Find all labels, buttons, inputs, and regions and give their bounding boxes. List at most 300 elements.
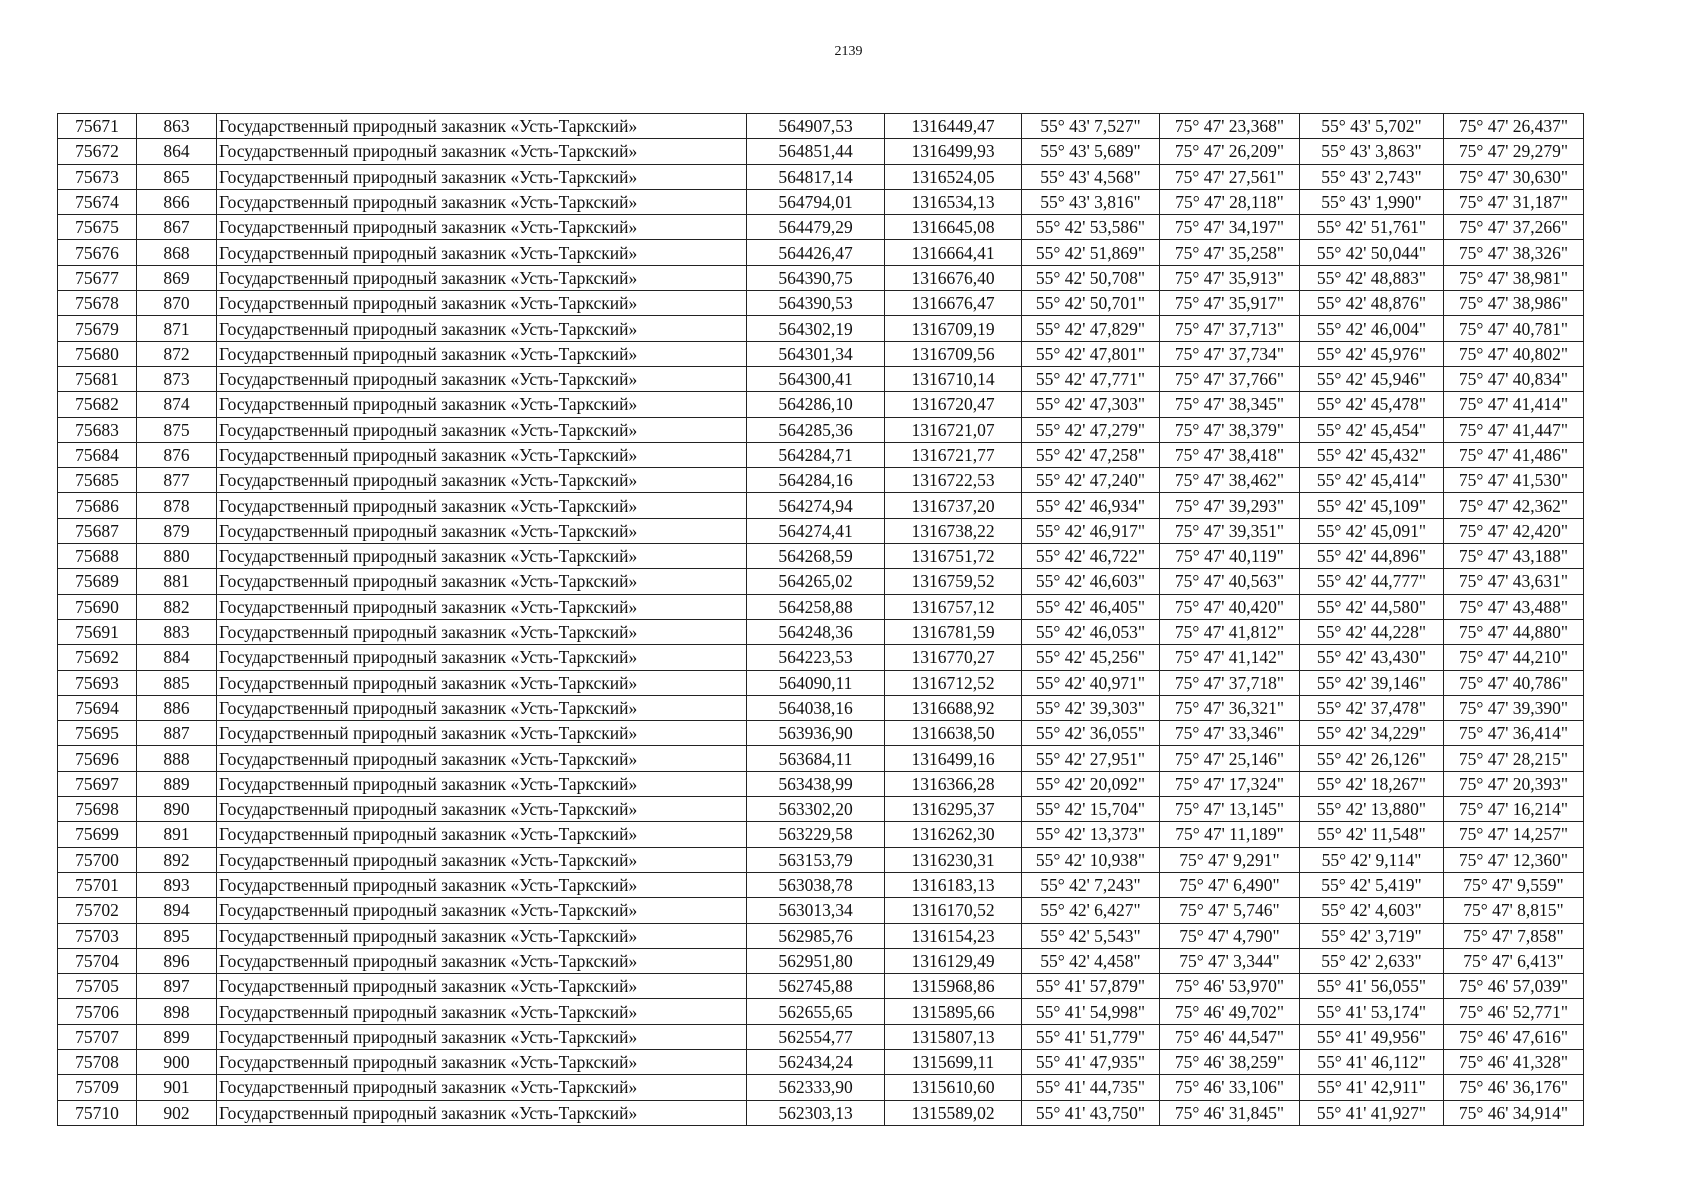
cell-x-coordinate: 564038,16 [747,695,885,720]
cell-record-id: 75702 [58,898,137,923]
cell-point-number: 895 [137,923,217,948]
cell-object-name: Государственный природный заказник «Усть-Таркский» [217,746,747,771]
cell-latitude-1: 55° 41' 51,779" [1022,1024,1160,1049]
cell-y-coordinate: 1316230,31 [885,847,1022,872]
cell-latitude-1: 55° 42' 13,373" [1022,822,1160,847]
table-row [58,670,1584,695]
cell-record-id: 75697 [58,771,137,796]
cell-longitude-1: 75° 47' 13,145" [1160,797,1300,822]
cell-object-name: Государственный природный заказник «Усть-Таркский» [217,898,747,923]
cell-longitude-2: 75° 47' 42,362" [1444,493,1584,518]
cell-longitude-2: 75° 47' 37,266" [1444,215,1584,240]
cell-object-name: Государственный природный заказник «Усть-Таркский» [217,493,747,518]
cell-latitude-1: 55° 41' 57,879" [1022,974,1160,999]
cell-longitude-1: 75° 47' 39,293" [1160,493,1300,518]
cell-latitude-2: 55° 42' 2,633" [1300,948,1444,973]
cell-longitude-1: 75° 47' 23,368" [1160,114,1300,139]
cell-object-name: Государственный природный заказник «Усть-Таркский» [217,544,747,569]
cell-longitude-1: 75° 47' 37,734" [1160,341,1300,366]
cell-x-coordinate: 564301,34 [747,341,885,366]
cell-object-name: Государственный природный заказник «Усть-Таркский» [217,518,747,543]
cell-longitude-1: 75° 47' 17,324" [1160,771,1300,796]
cell-latitude-1: 55° 42' 51,869" [1022,240,1160,265]
cell-point-number: 876 [137,442,217,467]
cell-longitude-1: 75° 46' 33,106" [1160,1075,1300,1100]
cell-latitude-1: 55° 41' 44,735" [1022,1075,1160,1100]
cell-record-id: 75677 [58,265,137,290]
table-row [58,240,1584,265]
cell-longitude-2: 75° 47' 41,447" [1444,417,1584,442]
cell-latitude-2: 55° 42' 48,876" [1300,291,1444,316]
cell-point-number: 883 [137,619,217,644]
cell-y-coordinate: 1315699,11 [885,1049,1022,1074]
cell-latitude-1: 55° 42' 39,303" [1022,695,1160,720]
cell-y-coordinate: 1316499,93 [885,139,1022,164]
cell-object-name: Государственный природный заказник «Усть-Таркский» [217,619,747,644]
cell-record-id: 75690 [58,594,137,619]
cell-point-number: 897 [137,974,217,999]
cell-record-id: 75688 [58,544,137,569]
cell-point-number: 889 [137,771,217,796]
cell-object-name: Государственный природный заказник «Усть-Таркский» [217,215,747,240]
cell-latitude-2: 55° 43' 2,743" [1300,164,1444,189]
cell-record-id: 75699 [58,822,137,847]
cell-longitude-1: 75° 47' 38,418" [1160,442,1300,467]
table-body [58,114,1584,1126]
cell-record-id: 75691 [58,619,137,644]
cell-x-coordinate: 564302,19 [747,316,885,341]
cell-latitude-1: 55° 42' 47,240" [1022,468,1160,493]
cell-longitude-1: 75° 47' 25,146" [1160,746,1300,771]
cell-longitude-2: 75° 47' 30,630" [1444,164,1584,189]
cell-object-name: Государственный природный заказник «Усть-Таркский» [217,974,747,999]
cell-object-name: Государственный природный заказник «Усть-Таркский» [217,695,747,720]
cell-object-name: Государственный природный заказник «Усть-Таркский» [217,316,747,341]
cell-y-coordinate: 1315968,86 [885,974,1022,999]
table-row [58,746,1584,771]
cell-latitude-1: 55° 43' 7,527" [1022,114,1160,139]
cell-longitude-1: 75° 47' 40,119" [1160,544,1300,569]
cell-point-number: 898 [137,999,217,1024]
cell-longitude-1: 75° 47' 35,913" [1160,265,1300,290]
cell-x-coordinate: 564265,02 [747,569,885,594]
cell-record-id: 75705 [58,974,137,999]
cell-point-number: 864 [137,139,217,164]
cell-y-coordinate: 1316676,40 [885,265,1022,290]
cell-longitude-2: 75° 47' 41,414" [1444,392,1584,417]
cell-longitude-1: 75° 47' 37,718" [1160,670,1300,695]
cell-x-coordinate: 564090,11 [747,670,885,695]
cell-longitude-2: 75° 47' 6,413" [1444,948,1584,973]
cell-x-coordinate: 564223,53 [747,645,885,670]
cell-latitude-1: 55° 42' 46,053" [1022,619,1160,644]
cell-longitude-2: 75° 47' 43,188" [1444,544,1584,569]
cell-longitude-1: 75° 47' 33,346" [1160,721,1300,746]
cell-x-coordinate: 564284,16 [747,468,885,493]
cell-latitude-1: 55° 42' 47,771" [1022,366,1160,391]
cell-record-id: 75684 [58,442,137,467]
cell-latitude-1: 55° 42' 10,938" [1022,847,1160,872]
cell-record-id: 75671 [58,114,137,139]
cell-latitude-2: 55° 42' 48,883" [1300,265,1444,290]
cell-record-id: 75679 [58,316,137,341]
table-row [58,468,1584,493]
cell-record-id: 75683 [58,417,137,442]
cell-object-name: Государственный природный заказник «Усть-Таркский» [217,291,747,316]
cell-object-name: Государственный природный заказник «Усть-Таркский» [217,341,747,366]
table-row [58,366,1584,391]
cell-latitude-2: 55° 41' 56,055" [1300,974,1444,999]
cell-record-id: 75682 [58,392,137,417]
cell-object-name: Государственный природный заказник «Усть-Таркский» [217,670,747,695]
cell-record-id: 75675 [58,215,137,240]
cell-point-number: 866 [137,189,217,214]
cell-y-coordinate: 1316757,12 [885,594,1022,619]
cell-latitude-1: 55° 42' 7,243" [1022,872,1160,897]
table-row [58,518,1584,543]
cell-x-coordinate: 562554,77 [747,1024,885,1049]
cell-x-coordinate: 564390,53 [747,291,885,316]
cell-latitude-1: 55° 42' 45,256" [1022,645,1160,670]
cell-object-name: Государственный природный заказник «Усть-Таркский» [217,1075,747,1100]
cell-record-id: 75672 [58,139,137,164]
cell-latitude-2: 55° 41' 46,112" [1300,1049,1444,1074]
cell-y-coordinate: 1316720,47 [885,392,1022,417]
cell-object-name: Государственный природный заказник «Усть-Таркский» [217,1049,747,1074]
cell-longitude-1: 75° 47' 38,379" [1160,417,1300,442]
cell-object-name: Государственный природный заказник «Усть-Таркский» [217,164,747,189]
cell-x-coordinate: 563013,34 [747,898,885,923]
cell-longitude-1: 75° 47' 39,351" [1160,518,1300,543]
cell-longitude-2: 75° 47' 41,530" [1444,468,1584,493]
table-row [58,417,1584,442]
cell-longitude-1: 75° 47' 40,563" [1160,569,1300,594]
cell-point-number: 893 [137,872,217,897]
cell-object-name: Государственный природный заказник «Усть-Таркский» [217,847,747,872]
cell-record-id: 75687 [58,518,137,543]
table-row [58,392,1584,417]
cell-longitude-2: 75° 47' 31,187" [1444,189,1584,214]
cell-longitude-1: 75° 47' 41,142" [1160,645,1300,670]
cell-longitude-2: 75° 47' 40,781" [1444,316,1584,341]
table-row [58,569,1584,594]
cell-latitude-2: 55° 42' 45,109" [1300,493,1444,518]
cell-y-coordinate: 1316183,13 [885,872,1022,897]
cell-y-coordinate: 1316524,05 [885,164,1022,189]
cell-latitude-1: 55° 42' 47,829" [1022,316,1160,341]
cell-record-id: 75700 [58,847,137,872]
cell-longitude-2: 75° 47' 44,880" [1444,619,1584,644]
cell-object-name: Государственный природный заказник «Усть-Таркский» [217,872,747,897]
cell-object-name: Государственный природный заказник «Усть-Таркский» [217,1100,747,1125]
cell-point-number: 880 [137,544,217,569]
cell-longitude-2: 75° 47' 29,279" [1444,139,1584,164]
cell-latitude-1: 55° 43' 5,689" [1022,139,1160,164]
table-row [58,1049,1584,1074]
cell-latitude-1: 55° 42' 50,708" [1022,265,1160,290]
page-number: 2139 [834,44,863,59]
cell-longitude-2: 75° 47' 42,420" [1444,518,1584,543]
cell-object-name: Государственный природный заказник «Усть-Таркский» [217,1024,747,1049]
cell-longitude-2: 75° 47' 14,257" [1444,822,1584,847]
cell-x-coordinate: 564300,41 [747,366,885,391]
cell-point-number: 902 [137,1100,217,1125]
cell-y-coordinate: 1316170,52 [885,898,1022,923]
cell-point-number: 881 [137,569,217,594]
cell-latitude-2: 55° 42' 45,946" [1300,366,1444,391]
cell-longitude-1: 75° 47' 3,344" [1160,948,1300,973]
cell-record-id: 75685 [58,468,137,493]
cell-record-id: 75710 [58,1100,137,1125]
table-row [58,442,1584,467]
cell-x-coordinate: 562434,24 [747,1049,885,1074]
cell-y-coordinate: 1316712,52 [885,670,1022,695]
cell-y-coordinate: 1316710,14 [885,366,1022,391]
cell-longitude-2: 75° 47' 38,986" [1444,291,1584,316]
cell-record-id: 75708 [58,1049,137,1074]
cell-latitude-1: 55° 42' 4,458" [1022,948,1160,973]
cell-y-coordinate: 1316737,20 [885,493,1022,518]
cell-longitude-2: 75° 46' 41,328" [1444,1049,1584,1074]
cell-latitude-2: 55° 42' 44,896" [1300,544,1444,569]
cell-point-number: 872 [137,341,217,366]
cell-x-coordinate: 564248,36 [747,619,885,644]
cell-object-name: Государственный природный заказник «Усть-Таркский» [217,189,747,214]
cell-longitude-1: 75° 47' 6,490" [1160,872,1300,897]
cell-point-number: 865 [137,164,217,189]
cell-latitude-2: 55° 42' 51,761" [1300,215,1444,240]
cell-record-id: 75695 [58,721,137,746]
cell-x-coordinate: 564817,14 [747,164,885,189]
cell-longitude-1: 75° 47' 26,209" [1160,139,1300,164]
cell-record-id: 75707 [58,1024,137,1049]
cell-record-id: 75698 [58,797,137,822]
cell-latitude-1: 55° 42' 50,701" [1022,291,1160,316]
cell-point-number: 888 [137,746,217,771]
cell-y-coordinate: 1316709,19 [885,316,1022,341]
cell-longitude-1: 75° 47' 35,258" [1160,240,1300,265]
cell-object-name: Государственный природный заказник «Усть-Таркский» [217,797,747,822]
cell-record-id: 75686 [58,493,137,518]
cell-object-name: Государственный природный заказник «Усть-Таркский» [217,442,747,467]
cell-latitude-2: 55° 42' 44,580" [1300,594,1444,619]
cell-y-coordinate: 1316759,52 [885,569,1022,594]
cell-y-coordinate: 1316154,23 [885,923,1022,948]
cell-longitude-2: 75° 46' 36,176" [1444,1075,1584,1100]
cell-latitude-2: 55° 41' 42,911" [1300,1075,1444,1100]
cell-object-name: Государственный природный заказник «Усть-Таркский» [217,721,747,746]
cell-point-number: 874 [137,392,217,417]
cell-object-name: Государственный природный заказник «Усть-Таркский» [217,139,747,164]
cell-latitude-2: 55° 42' 4,603" [1300,898,1444,923]
cell-point-number: 875 [137,417,217,442]
cell-record-id: 75706 [58,999,137,1024]
cell-record-id: 75680 [58,341,137,366]
cell-longitude-1: 75° 47' 35,917" [1160,291,1300,316]
cell-latitude-1: 55° 42' 20,092" [1022,771,1160,796]
cell-latitude-1: 55° 42' 46,603" [1022,569,1160,594]
cell-point-number: 868 [137,240,217,265]
cell-longitude-2: 75° 46' 34,914" [1444,1100,1584,1125]
cell-x-coordinate: 564274,41 [747,518,885,543]
cell-x-coordinate: 563438,99 [747,771,885,796]
cell-object-name: Государственный природный заказник «Усть-Таркский» [217,594,747,619]
cell-x-coordinate: 564907,53 [747,114,885,139]
table-row [58,1075,1584,1100]
cell-latitude-1: 55° 42' 15,704" [1022,797,1160,822]
cell-y-coordinate: 1316688,92 [885,695,1022,720]
cell-x-coordinate: 562655,65 [747,999,885,1024]
cell-longitude-2: 75° 47' 40,834" [1444,366,1584,391]
table-row [58,721,1584,746]
cell-point-number: 901 [137,1075,217,1100]
cell-record-id: 75693 [58,670,137,695]
cell-point-number: 894 [137,898,217,923]
cell-latitude-1: 55° 42' 5,543" [1022,923,1160,948]
cell-point-number: 863 [137,114,217,139]
cell-object-name: Государственный природный заказник «Усть-Таркский» [217,366,747,391]
cell-y-coordinate: 1315807,13 [885,1024,1022,1049]
cell-latitude-2: 55° 42' 45,432" [1300,442,1444,467]
cell-longitude-2: 75° 46' 52,771" [1444,999,1584,1024]
cell-x-coordinate: 563153,79 [747,847,885,872]
cell-point-number: 878 [137,493,217,518]
cell-y-coordinate: 1316366,28 [885,771,1022,796]
cell-latitude-2: 55° 41' 49,956" [1300,1024,1444,1049]
cell-longitude-2: 75° 47' 28,215" [1444,746,1584,771]
cell-x-coordinate: 564258,88 [747,594,885,619]
cell-x-coordinate: 564390,75 [747,265,885,290]
cell-latitude-1: 55° 42' 47,801" [1022,341,1160,366]
cell-longitude-1: 75° 47' 38,462" [1160,468,1300,493]
cell-longitude-1: 75° 47' 37,713" [1160,316,1300,341]
cell-latitude-2: 55° 43' 5,702" [1300,114,1444,139]
table-row [58,999,1584,1024]
cell-latitude-2: 55° 42' 46,004" [1300,316,1444,341]
cell-longitude-2: 75° 47' 44,210" [1444,645,1584,670]
cell-x-coordinate: 564268,59 [747,544,885,569]
table-row [58,164,1584,189]
cell-x-coordinate: 563302,20 [747,797,885,822]
cell-x-coordinate: 563936,90 [747,721,885,746]
cell-longitude-2: 75° 46' 47,616" [1444,1024,1584,1049]
cell-longitude-1: 75° 47' 28,118" [1160,189,1300,214]
cell-longitude-2: 75° 47' 9,559" [1444,872,1584,897]
cell-longitude-2: 75° 47' 43,631" [1444,569,1584,594]
cell-object-name: Государственный природный заказник «Усть-Таркский» [217,114,747,139]
table-row [58,316,1584,341]
cell-latitude-1: 55° 42' 47,279" [1022,417,1160,442]
cell-longitude-2: 75° 47' 16,214" [1444,797,1584,822]
cell-latitude-2: 55° 42' 43,430" [1300,645,1444,670]
cell-longitude-1: 75° 47' 37,766" [1160,366,1300,391]
table-row [58,1024,1584,1049]
cell-record-id: 75689 [58,569,137,594]
cell-x-coordinate: 562951,80 [747,948,885,973]
cell-latitude-2: 55° 43' 1,990" [1300,189,1444,214]
cell-y-coordinate: 1316781,59 [885,619,1022,644]
table-row [58,872,1584,897]
cell-latitude-2: 55° 41' 53,174" [1300,999,1444,1024]
cell-latitude-2: 55° 42' 44,228" [1300,619,1444,644]
cell-latitude-2: 55° 42' 13,880" [1300,797,1444,822]
cell-latitude-1: 55° 41' 47,935" [1022,1049,1160,1074]
table-row [58,695,1584,720]
cell-latitude-2: 55° 42' 45,454" [1300,417,1444,442]
cell-point-number: 882 [137,594,217,619]
cell-x-coordinate: 564285,36 [747,417,885,442]
cell-longitude-1: 75° 47' 41,812" [1160,619,1300,644]
cell-record-id: 75678 [58,291,137,316]
table-row [58,594,1584,619]
table-row [58,923,1584,948]
table-row [58,797,1584,822]
cell-point-number: 871 [137,316,217,341]
table-row [58,948,1584,973]
cell-x-coordinate: 564426,47 [747,240,885,265]
cell-longitude-2: 75° 47' 41,486" [1444,442,1584,467]
cell-y-coordinate: 1316676,47 [885,291,1022,316]
cell-latitude-2: 55° 42' 34,229" [1300,721,1444,746]
cell-longitude-2: 75° 47' 39,390" [1444,695,1584,720]
cell-longitude-2: 75° 47' 12,360" [1444,847,1584,872]
cell-y-coordinate: 1316449,47 [885,114,1022,139]
cell-y-coordinate: 1315610,60 [885,1075,1022,1100]
cell-point-number: 879 [137,518,217,543]
cell-longitude-2: 75° 47' 20,393" [1444,771,1584,796]
table-row [58,139,1584,164]
cell-object-name: Государственный природный заказник «Усть-Таркский» [217,948,747,973]
cell-longitude-1: 75° 47' 9,291" [1160,847,1300,872]
cell-point-number: 900 [137,1049,217,1074]
cell-record-id: 75674 [58,189,137,214]
cell-longitude-2: 75° 47' 8,815" [1444,898,1584,923]
table-row [58,847,1584,872]
cell-latitude-2: 55° 42' 45,976" [1300,341,1444,366]
cell-latitude-2: 55° 42' 11,548" [1300,822,1444,847]
cell-longitude-2: 75° 46' 57,039" [1444,974,1584,999]
table-row [58,544,1584,569]
cell-latitude-2: 55° 42' 37,478" [1300,695,1444,720]
cell-longitude-2: 75° 47' 40,786" [1444,670,1584,695]
cell-x-coordinate: 564851,44 [747,139,885,164]
cell-latitude-1: 55° 41' 54,998" [1022,999,1160,1024]
table-row [58,265,1584,290]
cell-y-coordinate: 1316645,08 [885,215,1022,240]
cell-y-coordinate: 1316721,77 [885,442,1022,467]
cell-longitude-1: 75° 46' 44,547" [1160,1024,1300,1049]
cell-latitude-2: 55° 42' 26,126" [1300,746,1444,771]
cell-latitude-1: 55° 42' 46,405" [1022,594,1160,619]
cell-latitude-1: 55° 43' 3,816" [1022,189,1160,214]
cell-point-number: 873 [137,366,217,391]
cell-point-number: 890 [137,797,217,822]
cell-longitude-2: 75° 47' 40,802" [1444,341,1584,366]
cell-point-number: 899 [137,1024,217,1049]
cell-object-name: Государственный природный заказник «Усть-Таркский» [217,645,747,670]
cell-latitude-2: 55° 42' 9,114" [1300,847,1444,872]
cell-latitude-1: 55° 43' 4,568" [1022,164,1160,189]
cell-latitude-1: 55° 41' 43,750" [1022,1100,1160,1125]
cell-point-number: 886 [137,695,217,720]
cell-longitude-2: 75° 47' 38,326" [1444,240,1584,265]
cell-object-name: Государственный природный заказник «Усть-Таркский» [217,923,747,948]
table-row [58,645,1584,670]
cell-y-coordinate: 1316664,41 [885,240,1022,265]
cell-point-number: 884 [137,645,217,670]
cell-x-coordinate: 562303,13 [747,1100,885,1125]
cell-latitude-2: 55° 42' 44,777" [1300,569,1444,594]
